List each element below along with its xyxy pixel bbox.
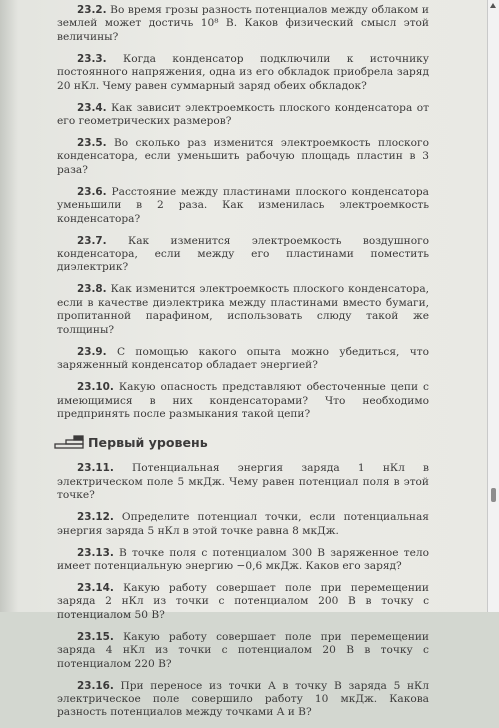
- problem-text: Какую работу совершает поле при перемещении заряда 2 нКл из точки с потенциалом 200 В в точку с потенциалом 50 В?: [57, 581, 429, 621]
- problem-text: Потенциальная энергия заряда 1 нКл в электрическом поле 5 мкДж. Чему равен потенциал поля в этой точке?: [57, 462, 429, 502]
- problem-23-6: [57, 186, 429, 226]
- problem-text: Как зависит электроемкость плоского конденсатора от его геометрических размеров?: [57, 101, 429, 128]
- vertical-scrollbar[interactable]: [487, 0, 499, 612]
- section-title: Первый уровень: [88, 434, 208, 450]
- problem-23-15: [57, 631, 429, 671]
- problem-text: Как изменится электроемкость воздушного конденсатора, если между его пластинами поместить диэлектрик?: [57, 234, 430, 274]
- problem-23-13: [57, 547, 429, 574]
- problem-text: Во сколько раз изменится электроемкость плоского конденсатора, если уменьшить рабочую площадь пластин в 3 раза?: [57, 137, 429, 176]
- problem-number: 23.13.: [77, 546, 114, 559]
- problem-number: 23.9.: [77, 345, 107, 358]
- scroll-thumb[interactable]: [491, 488, 496, 502]
- problem-23-5: [57, 137, 429, 177]
- problem-23-2: [57, 4, 429, 44]
- problem-text: Во время грозы разность потенциалов между облаком и землей может достичь 10⁸ В. Каков физический смысл этой величины?: [57, 4, 429, 43]
- problem-text: Когда конденсатор подключили к источнику постоянного напряжения, одна из его обкладок приобрела заряд 20 нКл. Чему равен суммарный заряд обеих обкладок?: [57, 52, 429, 92]
- problem-23-7: [57, 235, 429, 275]
- problem-text: При переносе из точки A в точку B заряда 5 нКл электрическое поле совершило работу 10 мкДж. Какова разность потенциалов между точками A и B?: [57, 679, 429, 719]
- problem-number: 23.8.: [77, 283, 107, 296]
- problem-number: 23.5.: [77, 137, 107, 150]
- problem-text: В точке поля с потенциалом 300 В заряженное тело имеет потенциальную энергию −0,6 мкДж. Каков его заряд?: [57, 546, 429, 572]
- problem-number: 23.10.: [77, 381, 114, 394]
- problem-number: 23.3.: [77, 52, 107, 65]
- problem-text: Расстояние между пластинами плоского конденсатора уменьшили в 2 раза. Как изменилась электроемкость конденсатора?: [57, 185, 429, 225]
- problem-23-14: [57, 582, 429, 622]
- page-content: [57, 4, 429, 728]
- problem-23-3: [57, 53, 429, 93]
- problem-23-10: [57, 381, 429, 421]
- problem-23-8: [57, 283, 429, 337]
- section-heading: [54, 433, 429, 451]
- problem-23-11: [57, 462, 429, 502]
- problem-23-9: [57, 346, 429, 373]
- scroll-up-icon[interactable]: [490, 3, 496, 8]
- problem-text: Как изменится электроемкость плоского конденсатора, если в качестве диэлектрика между пластинами вместо бумаги, пропитанной парафином, использовать слюду такой же толщины?: [57, 283, 430, 336]
- problem-number: 23.14.: [77, 581, 114, 594]
- problem-23-16: [57, 680, 429, 720]
- problem-23-12: [57, 511, 429, 538]
- problem-number: 23.11.: [77, 462, 114, 475]
- problem-number: 23.16.: [77, 679, 114, 692]
- level-steps-icon: [54, 435, 84, 449]
- problem-number: 23.2.: [77, 4, 107, 16]
- problem-number: 23.15.: [77, 630, 114, 643]
- problem-number: 23.6.: [77, 185, 107, 198]
- page-edge-shadow: [0, 0, 18, 612]
- problem-23-4: [57, 102, 429, 129]
- problem-text: Какую работу совершает поле при перемещении заряда 4 нКл из точки с потенциалом 20 В в точку с потенциалом 220 В?: [57, 630, 429, 670]
- problem-text: С помощью какого опыта можно убедиться, что заряженный конденсатор обладает энергией?: [57, 345, 429, 372]
- problem-number: 23.12.: [77, 511, 114, 524]
- problem-text: Какую опасность представляют обесточенные цепи с имеющимися в них конденсаторами? Что необходимо предпринять после размыкания такой цепи?: [57, 381, 429, 420]
- problem-number: 23.4.: [77, 101, 107, 114]
- problem-number: 23.7.: [77, 234, 107, 247]
- problem-text: Определите потенциал точки, если потенциальная энергия заряда 5 нКл в этой точке равна 8 мкДж.: [57, 511, 429, 537]
